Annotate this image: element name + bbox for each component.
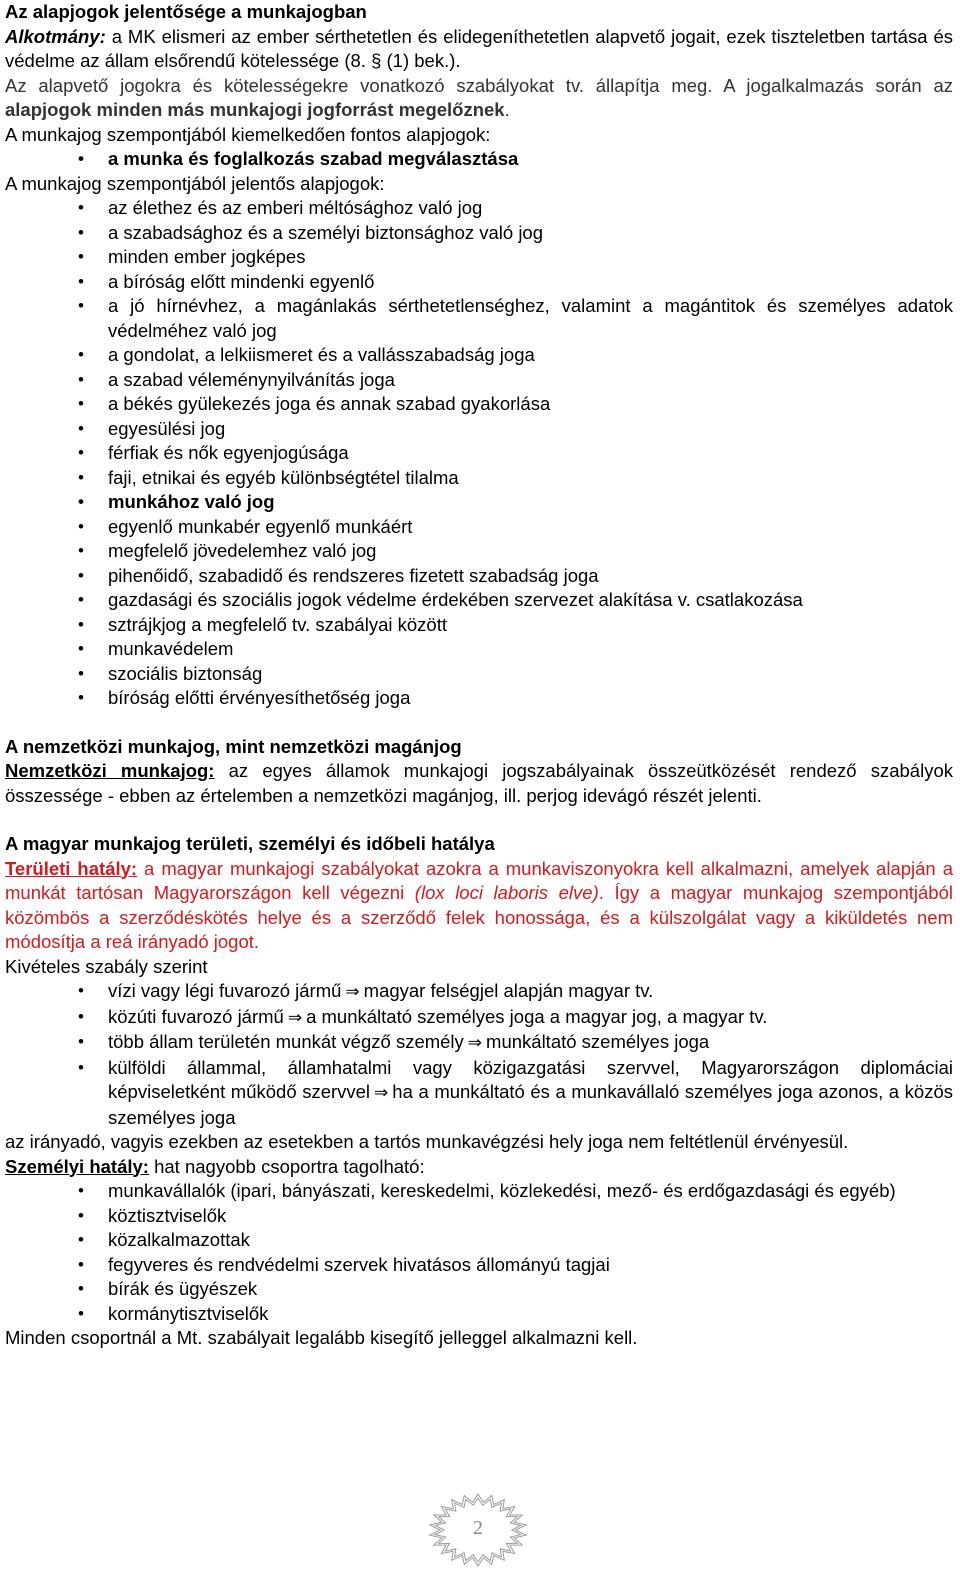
section-title-alapjogok: Az alapjogok jelentősége a munkajogban <box>5 1 367 22</box>
arrow-icon: ⇒ <box>467 1033 483 1053</box>
list-item: • faji, etnikai és egyéb különbségtétel tilalma <box>5 466 953 491</box>
rule-condition: külföldi állammal, államhatalmi vagy közigazgatási szervvel, Magyarországon diplomáciai képviseletként működő szervvel <box>108 1056 953 1102</box>
section-title-hataly: A magyar munkajog területi, személyi és időbeli hatálya <box>5 833 495 854</box>
alkotmany-paragraph <box>5 25 953 74</box>
kiveteles-list <box>5 979 953 1130</box>
arrow-icon: ⇒ <box>287 1007 303 1028</box>
jelentos-intro: A munkajog szempontjából jelentős alapjogok: <box>5 172 385 194</box>
closing-paragraph: Minden csoportnál a Mt. szabályait legalább kisegítő jelleggel alkalmazni kell. <box>5 1327 638 1348</box>
list-item: • férfiak és nők egyenjogúsága <box>5 441 953 466</box>
rule-result: ha a munkáltató és a munkavállaló személyes joga azonos, a közös személyes joga <box>108 1081 953 1128</box>
document-page <box>5 0 953 1351</box>
rule-condition: közúti fuvarozó jármű <box>108 1005 284 1027</box>
nemzetkozi-term: Nemzetközi munkajog: <box>5 760 215 781</box>
list-item <box>5 1030 953 1056</box>
rule-result: munkáltató személyes joga <box>486 1031 710 1052</box>
spacer <box>5 808 953 832</box>
list-item: • megfelelő jövedelemhez való jog <box>5 539 953 564</box>
list-item: • pihenőidő, szabadidő és rendszeres fizetett szabadság joga <box>5 564 953 589</box>
rule-result: magyar felségjel alapján magyar tv. <box>363 980 654 1001</box>
teruleti-text2: . Így a magyar munkajog szempontjából közömbös a szerződéskötés helye és a szerződő felek honossága, és a külszolgálat vagy a kiküldetés nem módosítja a reá irányadó jogot. <box>5 882 953 952</box>
list-item: • a bíróság előtt mindenki egyenlő <box>5 270 953 295</box>
szemelyi-term: Személyi hatály: <box>5 1155 149 1177</box>
list-item: • közalkalmazottak <box>5 1228 953 1253</box>
alkotmany-label: Alkotmány: <box>5 25 106 47</box>
kiveteles-intro: Kivételes szabály szerint <box>5 955 208 977</box>
list-item: • a békés gyülekezés joga és annak szabad gyakorlása <box>5 392 953 417</box>
list-item: • a gondolat, a lelkiismeret és a vallásszabadság joga <box>5 343 953 368</box>
jogalkalmazas-text: Az alapvető jogokra és kötelességekre vonatkozó szabályokat tv. állapítja meg. A jogalkalmazás során az <box>5 74 953 96</box>
list-item: • az élethez és az emberi méltósághoz való jog <box>5 196 953 221</box>
list-item: • köztisztviselők <box>5 1204 953 1229</box>
list-item: • szociális biztonság <box>5 662 953 687</box>
list-item: • a szabad véleménynyilvánítás joga <box>5 368 953 393</box>
list-item: • fegyveres és rendvédelmi szervek hivatásos állományú tagjai <box>5 1253 953 1278</box>
list-item: • munkavédelem <box>5 637 953 662</box>
kiemelt-list <box>5 147 953 172</box>
list-item <box>5 1005 953 1031</box>
teruleti-paragraph <box>5 857 953 955</box>
list-item: • kormánytisztviselők <box>5 1302 953 1327</box>
list-item: • munkavállalók (ipari, bányászati, kereskedelmi, közlekedési, mező- és erdőgazdasági és egyéb) <box>5 1179 953 1204</box>
list-item: • minden ember jogképes <box>5 245 953 270</box>
list-item <box>5 979 953 1005</box>
page-number: 2 <box>473 1517 483 1539</box>
list-item: • bíróság előtti érvényesíthetőség joga <box>5 686 953 711</box>
iranyado-paragraph: az irányadó, vagyis ezekben az esetekben a tartós munkavégzési hely joga nem feltétlenül érvényesül. <box>5 1131 849 1152</box>
rule-condition: vízi vagy légi fuvarozó jármű <box>108 980 342 1001</box>
arrow-icon: ⇒ <box>374 1083 389 1103</box>
szemelyi-text: hat nagyobb csoportra tagolható: <box>148 1155 425 1177</box>
teruleti-italic: (lox loci laboris elve) <box>414 882 599 903</box>
list-item: • a munka és foglalkozás szabad megválasztása <box>5 147 953 172</box>
list-item: • a jó hírnévhez, a magánlakás sérthetetlenséghez, valamint a magántitok és személyes adatok védelméhez való jog <box>5 294 953 343</box>
page-number-seal <box>426 1492 530 1568</box>
list-item <box>5 1056 953 1131</box>
jelentos-list <box>5 196 953 711</box>
list-item: • gazdasági és szociális jogok védelme érdekében szervezet alakítása v. csatlakozása <box>5 588 953 613</box>
teruleti-term: Területi hatály: <box>5 857 138 879</box>
nemzetkozi-paragraph <box>5 759 953 808</box>
nemzetkozi-text: az egyes államok munkajogi jogszabályainak összeütközését rendező szabályok összessége - ebben az értelemben a nemzetközi magánjog, ill. perjog idevágó részét jelenti. <box>5 760 953 806</box>
rule-result: a munkáltató személyes joga a magyar jog, a magyar tv. <box>306 1005 768 1027</box>
list-item: • a szabadsághoz és a személyi biztonsághoz való jog <box>5 221 953 246</box>
szemelyi-list <box>5 1179 953 1326</box>
jogalkalmazas-paragraph <box>5 74 953 123</box>
teruleti-text: a magyar munkajogi szabályokat azokra a munkaviszonyokra kell alkalmazni, amelyek alapján a munkát tartósan Magyarországon kell végezni <box>5 857 953 903</box>
arrow-icon: ⇒ <box>345 982 360 1002</box>
rule-condition: több állam területén munkát végző személy <box>108 1031 464 1052</box>
list-item: • egyenlő munkabér egyenlő munkáért <box>5 515 953 540</box>
alkotmany-text: a MK elismeri az ember sérthetetlen és elidegeníthetetlen alapvető jogait, ezek tiszteletben tartása és védelme az állam elsőrendű kötelessége (8. § (1) bek.). <box>5 25 953 71</box>
jogalkalmazas-end: . <box>504 99 510 120</box>
list-item: • munkához való jog <box>5 490 953 515</box>
szemelyi-paragraph <box>5 1155 953 1180</box>
list-item: • sztrájkjog a megfelelő tv. szabályai között <box>5 613 953 638</box>
section-title-nemzetkozi: A nemzetközi munkajog, mint nemzetközi magánjog <box>5 735 462 757</box>
list-item: • bírák és ügyészek <box>5 1277 953 1302</box>
jogalkalmazas-bold: alapjogok minden más munkajogi jogforrást megelőznek <box>5 99 505 120</box>
list-item: • egyesülési jog <box>5 417 953 442</box>
kiemelt-intro: A munkajog szempontjából kiemelkedően fontos alapjogok: <box>5 123 491 145</box>
spacer <box>5 711 953 735</box>
